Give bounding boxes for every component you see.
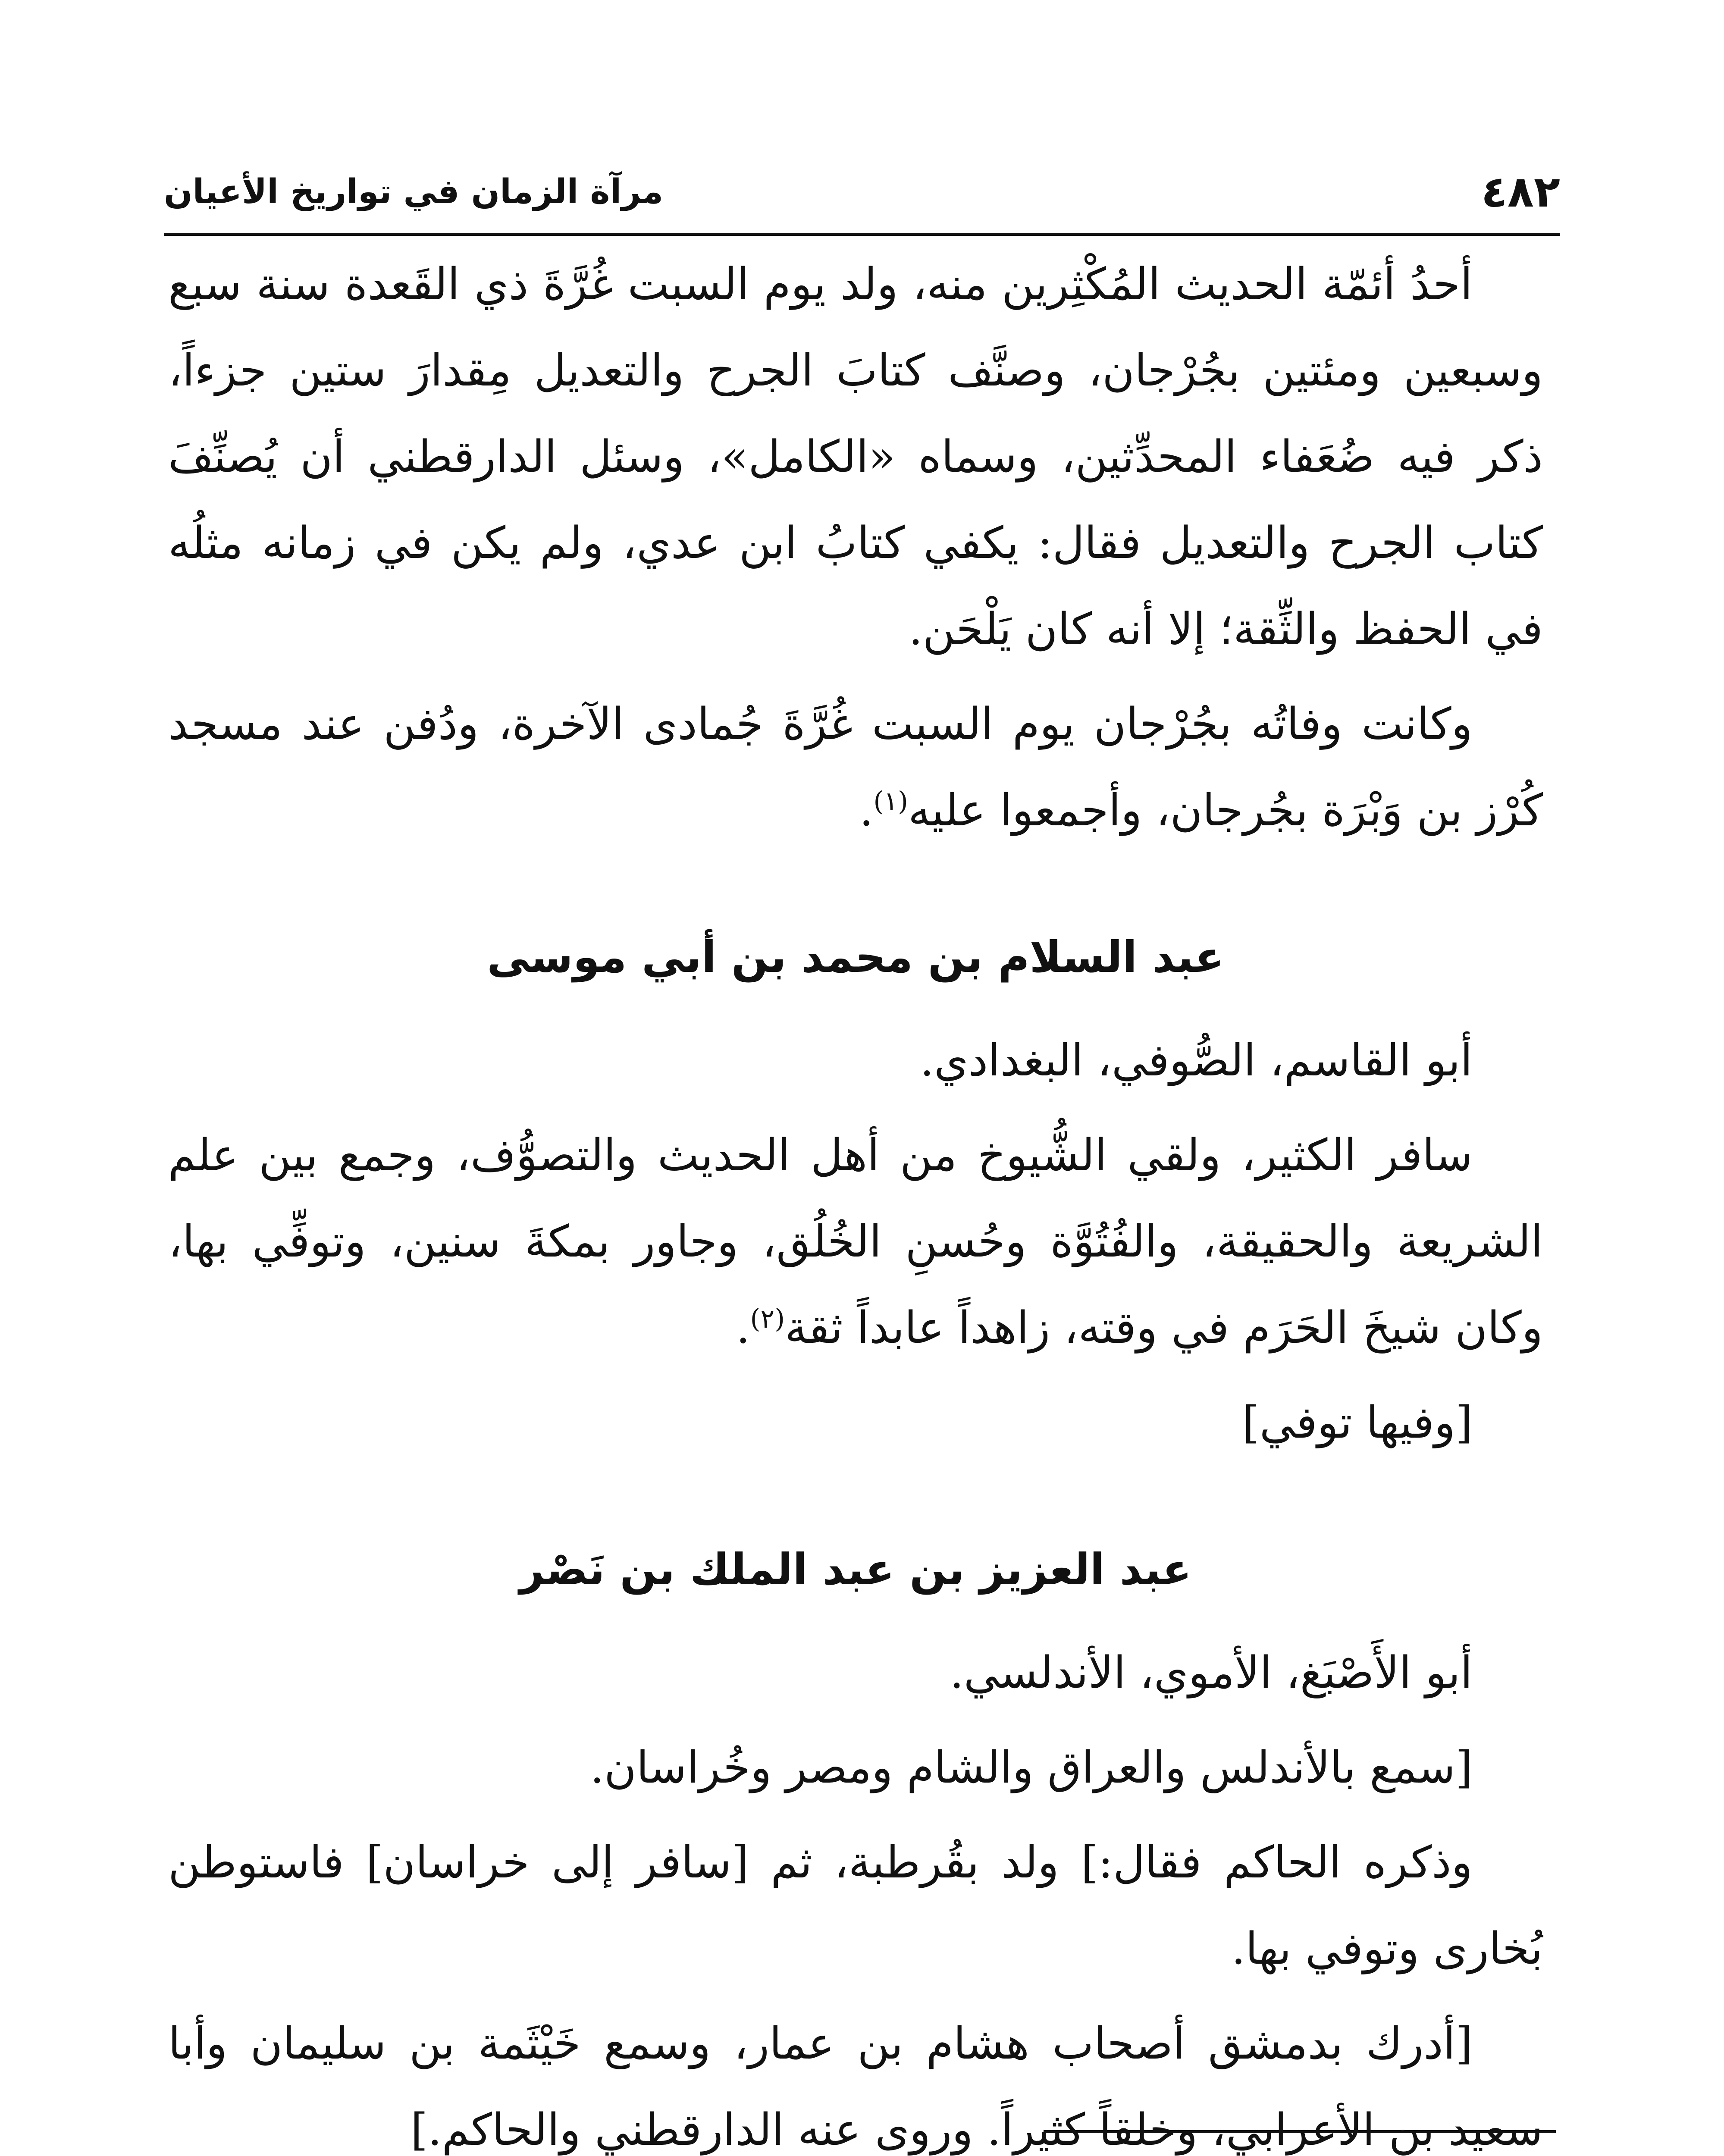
paragraph: [سمع بالأندلس والعراق والشام ومصر وخُراسان.: [590, 1742, 1473, 1793]
entry-heading: عبد السلام بن محمد بن أبي موسى: [487, 932, 1224, 982]
footnotes: [168, 2152, 1543, 2156]
footnote-rule: [1044, 2130, 1556, 2133]
paragraph: سافر الكثير، ولقي الشُّيوخ من أهل الحديث والتصوُّف، وجمع بين علم الشريعة والحقيقة، والفُتُوَّة وحُسنِ الخُلُق، وجاور بمكةَ سنين، وتوفِّي بها، وكان شيخَ الحَرَم في وقته، زاهداً عابداً ثقة$^{(٢)}$.: [168, 1130, 1543, 1354]
page-number: ٤٨٢: [1481, 166, 1560, 217]
paragraph: أحدُ أئمّة الحديث المُكْثِرين منه، ولد يوم السبت غُرَّةَ ذي القَعدة سنة سبع وسبعين ومئتين بجُرْجان، وصنَّف كتابَ الجرح والتعديل مِقدارَ ستين جزءاً، ذكر فيه ضُعَفاء المحدِّثين، وسماه «الكامل»، وسئل الدارقطني أن يُصنِّفَ كتاب الجرح والتعديل فقال: يكفي كتابُ ابن عدي، ولم يكن في زمانه مثلُه في الحفظ والثِّقة؛ إلا أنه كان يَلْحَن.: [168, 259, 1543, 655]
footnote: [168, 2152, 1543, 2156]
footnote-ref: (١): [873, 786, 908, 817]
main-text: [168, 241, 1543, 2156]
entry-heading: عبد العزيز بن عبد الملك بن نَصْر: [519, 1544, 1192, 1595]
page-header: [164, 160, 1560, 224]
paragraph: أبو القاسم، الصُّوفي، البغدادي.: [920, 1035, 1473, 1086]
header-rule: [164, 233, 1560, 236]
paragraph: [أدرك بدمشق أصحاب هشام بن عمار، وسمع خَيْثَمة بن سليمان وأبا سعيد بن الأعرابي، وخلقاً كثيراً. وروى عنه الدارقطني والحاكم.]: [168, 2018, 1543, 2156]
paragraph: وذكره الحاكم فقال:] ولد بقُرطبة، ثم [سافر إلى خراسان] فاستوطن بُخارى وتوفي بها.: [168, 1837, 1543, 1974]
paragraph: أبو الأَصْبَغ، الأموي، الأندلسي.: [950, 1647, 1473, 1698]
footnote-ref: (٢): [750, 1304, 785, 1334]
paragraph: وكانت وفاتُه بجُرْجان يوم السبت غُرَّةَ جُمادى الآخرة، ودُفن عند مسجد كُرْز بن وَبْرَة بجُرجان، وأجمعوا عليه$^{(١)}$.: [168, 699, 1543, 836]
paragraph: [وفيها توفي]: [1242, 1397, 1473, 1448]
running-title: مرآة الزمان في تواريخ الأعيان: [164, 172, 664, 211]
